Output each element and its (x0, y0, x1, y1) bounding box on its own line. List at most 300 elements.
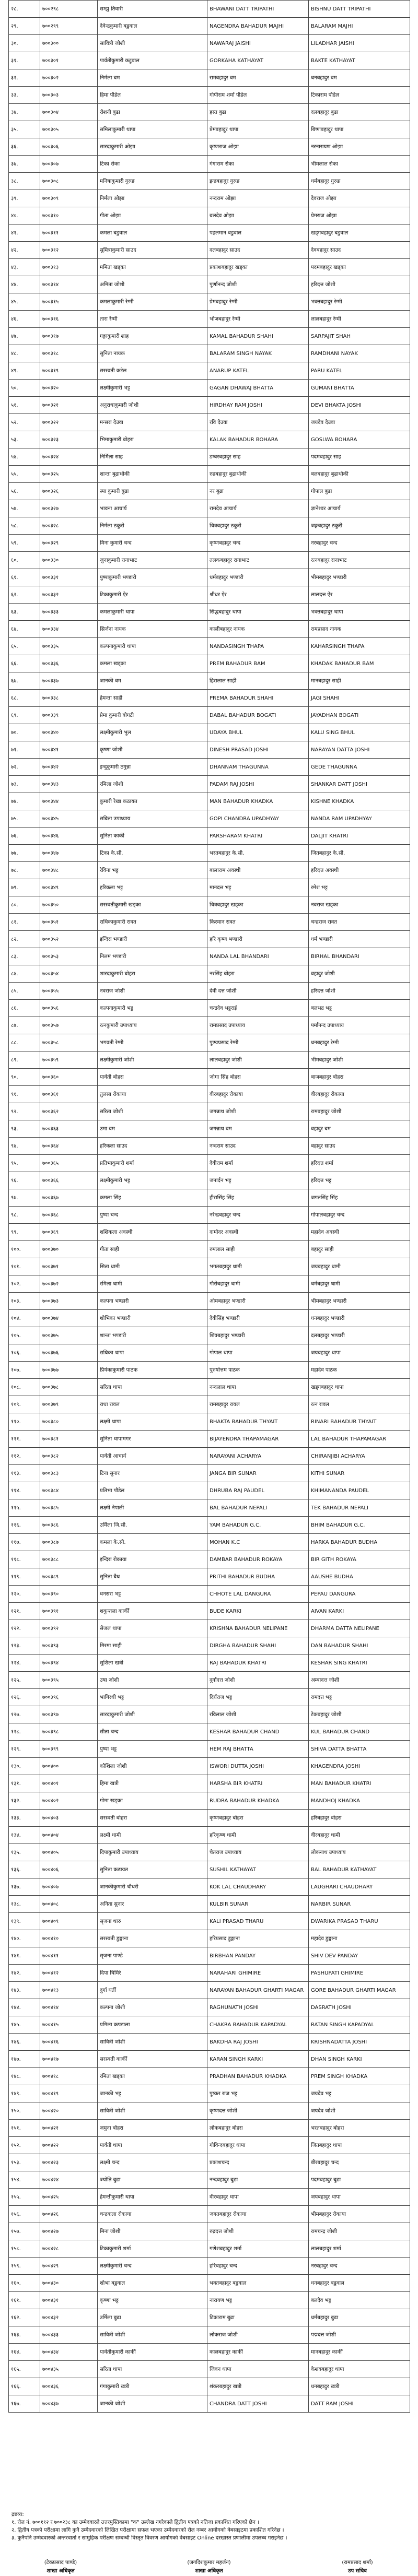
candidate-name-cell: कल्पनाकुमारी भट्ट (98, 1000, 207, 1017)
father-name-cell: DHRUBA RAJ PAUDEL (207, 1482, 309, 1499)
grandfather-name-cell: LAUGHARI CHAUDHARY (309, 1878, 410, 1896)
roll-number-cell: ७००३०० (40, 35, 98, 52)
roll-number-cell: ७००४२८ (40, 2240, 98, 2258)
father-name-cell: प्रेमबहादुर रेग्मी (207, 293, 309, 311)
grandfather-name-cell: धर्म भण्डारी (309, 931, 410, 948)
father-name-cell: दिर्घराज भट्ट (207, 1689, 309, 1706)
candidate-name-cell: शशिकला अवस्थी (98, 1224, 207, 1241)
candidate-name-cell: सुशिला खत्री (98, 1655, 207, 1672)
serial-number-cell: १०६. (9, 1344, 40, 1362)
roll-number-cell: ७००४३५ (40, 2361, 98, 2378)
serial-number-cell: ११४. (9, 1482, 40, 1499)
roll-number-cell: ७००४३३ (40, 2326, 98, 2344)
father-name-cell: रुपलाल साही (207, 1241, 309, 1258)
table-row (9, 1861, 410, 1878)
grandfather-name-cell: RAMDHANI NAYAK (309, 345, 410, 362)
grandfather-name-cell: दलबहादुर भण्डारी (309, 1327, 410, 1344)
father-name-cell: DINESH PRASAD JOSHI (207, 741, 309, 759)
father-name-cell: सिद्धबहादुर थापा (207, 604, 309, 621)
candidate-name-cell: टिका के.सी. (98, 845, 207, 862)
serial-number-cell: ९५. (9, 1155, 40, 1172)
grandfather-name-cell: पर्मानन्द उपाध्याय (309, 1017, 410, 1034)
table-row (9, 1086, 410, 1103)
roll-number-cell: ७००३५९ (40, 1051, 98, 1069)
grandfather-name-cell: DATT RAM JOSHI (309, 2395, 410, 2413)
candidate-name-cell: दिपा घिमिरे (98, 1965, 207, 1982)
table-row (9, 1379, 410, 1396)
grandfather-name-cell: महादेव अवस्थी (309, 1224, 410, 1241)
roll-number-cell: ७००३७१ (40, 1258, 98, 1275)
serial-number-cell: ५५. (9, 466, 40, 483)
roll-number-cell: ७००४३० (40, 2275, 98, 2292)
serial-number-cell: ८०. (9, 896, 40, 914)
roll-number-cell: ७००४१५ (40, 2016, 98, 2034)
table-row (9, 1, 410, 18)
roll-number-cell: ७००३४१ (40, 741, 98, 759)
roll-number-cell: ७००३७५ (40, 1327, 98, 1344)
serial-number-cell: ७८. (9, 862, 40, 879)
grandfather-name-cell: टिकाराम पौडेल (309, 87, 410, 104)
candidate-name-cell: ज्योति बुढा (98, 2171, 207, 2189)
roll-number-cell: ७००४१४ (40, 1999, 98, 2016)
roll-number-cell: ७००३०३ (40, 87, 98, 104)
candidate-name-cell: तुलसा रोकाया (98, 1086, 207, 1103)
father-name-cell: PREM BAHADUR BAM (207, 655, 309, 672)
grandfather-name-cell: BIR GITH ROKAYA (309, 1551, 410, 1568)
candidate-name-cell: कल्पनाकुमारी थापा (98, 638, 207, 655)
father-name-cell: हीरासिंह सिंह (207, 1189, 309, 1207)
candidate-name-cell: दुर्गा घर्ती (98, 1982, 207, 1999)
father-name-cell: UDAYA BHUL (207, 724, 309, 741)
grandfather-name-cell: बहादुर जोशी (309, 965, 410, 983)
serial-number-cell: ५२. (9, 414, 40, 431)
candidate-name-cell: ममिता खड्का (98, 259, 207, 276)
roll-number-cell: ७००३७७ (40, 1362, 98, 1379)
candidate-name-cell: कल्पना जोशी (98, 1999, 207, 2016)
roll-number-cell: ७००४२२ (40, 2137, 98, 2154)
serial-number-cell: १६१. (9, 2292, 40, 2309)
roll-number-cell: ७००३८२ (40, 1448, 98, 1465)
candidate-name-cell: इन्दिरा भण्डारी (98, 931, 207, 948)
serial-number-cell: ७१. (9, 741, 40, 759)
father-name-cell: NARAHARI GHIMIRE (207, 1965, 309, 1982)
table-row (9, 69, 410, 87)
roll-number-cell: ७००४१९ (40, 2085, 98, 2102)
serial-number-cell: १२७. (9, 1706, 40, 1723)
grandfather-name-cell: KITHI SUNAR (309, 1465, 410, 1482)
roll-number-cell: ७००३६० (40, 1069, 98, 1086)
candidate-name-cell: कमला खड्का (98, 655, 207, 672)
table-row (9, 2120, 410, 2137)
candidate-name-cell: कौशिला जोशी (98, 1758, 207, 1775)
serial-number-cell: १४४. (9, 1999, 40, 2016)
candidate-name-cell: पार्वती बोहरा (98, 1069, 207, 1086)
candidate-name-cell: गङ्गाकुमारी शाह (98, 328, 207, 345)
father-name-cell: नरेन्द्रबहादुर चन्द (207, 1207, 309, 1224)
grandfather-name-cell: DHAN SINGH KARKI (309, 2051, 410, 2068)
table-row (9, 1982, 410, 1999)
grandfather-name-cell: SHIVA DATTA BHATTA (309, 1741, 410, 1758)
table-row (9, 2292, 410, 2309)
serial-number-cell: ६०. (9, 552, 40, 569)
father-name-cell: गणेशबहादुर शर्मा (207, 2240, 309, 2258)
serial-number-cell: ३०. (9, 35, 40, 52)
roll-number-cell: ७००४०७ (40, 1878, 98, 1896)
serial-number-cell: २८. (9, 1, 40, 18)
grandfather-name-cell: रामचन्द्र जोशी (309, 2223, 410, 2240)
candidate-name-cell: लक्ष्मीकुमारी भट्ट (98, 1172, 207, 1189)
grandfather-name-cell: BAL BAHADUR KATHAYAT (309, 1861, 410, 1878)
father-name-cell: नन्दबहादुर बुढा (207, 2171, 309, 2189)
candidate-name-cell: सारदाकुमारी ओझा (98, 138, 207, 156)
father-name-cell: जगन्नाथ जोशी (207, 1103, 309, 1120)
father-name-cell: KALI PRASAD THARU (207, 1913, 309, 1930)
roll-number-cell: ७००३१३ (40, 259, 98, 276)
serial-number-cell: ४८. (9, 345, 40, 362)
candidate-name-cell: पुष्पाकुमारी भण्डारी (98, 569, 207, 586)
candidate-name-cell: प्रमिला कपडाला (98, 2016, 207, 2034)
candidate-name-cell: लक्ष्मी थापा (98, 1413, 207, 1431)
roll-number-cell: ७००३९४ (40, 1655, 98, 1672)
table-row (9, 690, 410, 707)
roll-number-cell: ७००३०२ (40, 69, 98, 87)
grandfather-name-cell: PREM SINGH KHADKA (309, 2068, 410, 2085)
table-row (9, 1878, 410, 1896)
serial-number-cell: १३०. (9, 1758, 40, 1775)
table-row (9, 500, 410, 517)
serial-number-cell: १०५. (9, 1327, 40, 1344)
father-name-cell: MOHAN K.C (207, 1534, 309, 1551)
candidate-name-cell: मिरमा साही (98, 1637, 207, 1655)
father-name-cell: हस्त बुढा (207, 104, 309, 121)
roll-number-cell: ७००३६२ (40, 1103, 98, 1120)
table-row (9, 380, 410, 397)
grandfather-name-cell: बाजबहादुर बोहरा (309, 1069, 410, 1086)
table-row (9, 2068, 410, 2085)
serial-number-cell: ८५. (9, 983, 40, 1000)
table-row (9, 1327, 410, 1344)
table-row (9, 2085, 410, 2102)
table-row (9, 655, 410, 672)
serial-number-cell: ४२. (9, 242, 40, 259)
table-row (9, 397, 410, 414)
father-name-cell: प्रेमबहादुर थापा (207, 121, 309, 138)
table-row (9, 2378, 410, 2395)
serial-number-cell: ४६. (9, 311, 40, 328)
candidate-name-cell: रमिला धामी (98, 1275, 207, 1293)
serial-number-cell: ९२. (9, 1103, 40, 1120)
father-name-cell: NANDA LAL BHANDARI (207, 948, 309, 965)
father-name-cell: KULBIR SUNAR (207, 1896, 309, 1913)
grandfather-name-cell: धनबहादुर रेग्मी (309, 1034, 410, 1051)
serial-number-cell: १३८. (9, 1896, 40, 1913)
roll-number-cell: ७००३९८ (40, 1723, 98, 1741)
table-row (9, 1620, 410, 1637)
table-row (9, 1913, 410, 1930)
table-row (9, 190, 410, 207)
candidate-name-cell: पार्वती आचार्य (98, 1448, 207, 1465)
grandfather-name-cell: KALU SING BHUL (309, 724, 410, 741)
signature-row (8, 2558, 410, 2574)
table-row (9, 1017, 410, 1034)
serial-number-cell: ३९. (9, 190, 40, 207)
roll-number-cell: ७००३८६ (40, 1517, 98, 1534)
serial-number-cell: ८१. (9, 914, 40, 931)
candidate-name-cell: तारा रेग्मी (98, 311, 207, 328)
father-name-cell: नर बुढा (207, 483, 309, 500)
grandfather-name-cell: जितबहादुर थापा (309, 2137, 410, 2154)
roll-number-cell: ७००३५२ (40, 931, 98, 948)
grandfather-name-cell: KISHNE KHADKA (309, 793, 410, 810)
table-row (9, 2309, 410, 2326)
roll-number-cell: ७००३४२ (40, 759, 98, 776)
candidate-name-cell: लक्ष्मी नेपाली (98, 1499, 207, 1517)
grandfather-name-cell: भक्तबहादुर थापा (309, 604, 410, 621)
father-name-cell: गोपाल थापा (207, 1344, 309, 1362)
table-row (9, 2395, 410, 2413)
grandfather-name-cell: DWARIKA PRASAD THARU (309, 1913, 410, 1930)
serial-number-cell: ११५. (9, 1499, 40, 1517)
grandfather-name-cell: हरिदत्त अवस्थी (309, 862, 410, 879)
signer-name: (रामप्रसाद शर्मा) (342, 2560, 373, 2566)
serial-number-cell: ८८. (9, 1034, 40, 1051)
roll-number-cell: ७००३३७ (40, 672, 98, 690)
serial-number-cell: १४०. (9, 1930, 40, 1947)
candidate-name-cell: गोमा खड्का (98, 1792, 207, 1810)
father-name-cell: KAMAL BAHADUR SHAHI (207, 328, 309, 345)
roll-number-cell: ७००३८४ (40, 1482, 98, 1499)
grandfather-name-cell: BISHNU DATT TRIPATHI (309, 1, 410, 18)
candidate-name-cell: रोशनी बुढा (98, 104, 207, 121)
grandfather-name-cell: टेकबहादुर जोशी (309, 1706, 410, 1723)
table-row (9, 1051, 410, 1069)
grandfather-name-cell: NARAYAN DATTA JOSHI (309, 741, 410, 759)
serial-number-cell: १३३. (9, 1810, 40, 1827)
roll-number-cell: ७००३०१ (40, 52, 98, 69)
roll-number-cell: ७००४१२ (40, 1965, 98, 1982)
candidate-name-cell: निर्मला बम (98, 69, 207, 87)
candidate-name-cell: टिकाकुमारी ऐर (98, 586, 207, 604)
signer-name: (जगदिशकुमार महर्जन) (187, 2560, 231, 2566)
serial-number-cell: १३१. (9, 1775, 40, 1792)
serial-number-cell: ८३. (9, 948, 40, 965)
roll-number-cell: ७००३२९ (40, 535, 98, 552)
candidate-name-cell: सिता धामी (98, 1258, 207, 1275)
father-name-cell: नन्दलाल थापा (207, 1379, 309, 1396)
signer-role: शाखा अधिकृत (195, 2568, 223, 2574)
candidate-name-cell: सरस्वतीकुमारी खड्का (98, 896, 207, 914)
grandfather-name-cell: हरिदत्त जोशी (309, 983, 410, 1000)
father-name-cell: प्रकाशचन्द (207, 2154, 309, 2171)
candidate-name-cell: हेमन्तीकुमारी थापा (98, 2189, 207, 2206)
roll-number-cell: ७००३९९ (40, 1741, 98, 1758)
grandfather-name-cell: HARKA BAHADUR BUDHA (309, 1534, 410, 1551)
father-name-cell: हरिबहादुर चन्द (207, 2258, 309, 2275)
grandfather-name-cell: बिष्णबहादुर थापा (309, 121, 410, 138)
table-row (9, 2016, 410, 2034)
serial-number-cell: १६०. (9, 2275, 40, 2292)
serial-number-cell: १५१. (9, 2120, 40, 2137)
candidate-name-cell: गीता ओझा (98, 207, 207, 224)
grandfather-name-cell: रामदत्त भट्ट (309, 1689, 410, 1706)
father-name-cell: GORKAHA KATHAYAT (207, 52, 309, 69)
serial-number-cell: ७३. (9, 776, 40, 793)
table-row (9, 1672, 410, 1689)
table-row (9, 1999, 410, 2016)
serial-number-cell: ८२. (9, 931, 40, 948)
father-name-cell: देवीसिंह भण्डारी (207, 1310, 309, 1327)
serial-number-cell: १४६. (9, 2034, 40, 2051)
father-name-cell: लोकराज जोशी (207, 2326, 309, 2344)
roll-number-cell: ७००४१० (40, 1930, 98, 1947)
serial-number-cell: ९९. (9, 1224, 40, 1241)
table-row (9, 466, 410, 483)
grandfather-name-cell: लालबहादुर रेग्मी (309, 311, 410, 328)
grandfather-name-cell: BALARAM MAJHI (309, 18, 410, 35)
serial-number-cell: १०७. (9, 1362, 40, 1379)
candidate-name-cell: भिमाकुमारी बोहरा (98, 431, 207, 448)
grandfather-name-cell: SARPAJIT SHAH (309, 328, 410, 345)
roll-number-cell: ७००३३५ (40, 638, 98, 655)
table-row (9, 362, 410, 380)
father-name-cell: जोगा सिंह बोहरा (207, 1069, 309, 1086)
father-name-cell: KALAK BAHADUR BOHARA (207, 431, 309, 448)
table-row (9, 741, 410, 759)
grandfather-name-cell: खड्गबहादुर बडुवाल (309, 224, 410, 242)
candidate-name-cell: रेविना भट्ट (98, 862, 207, 879)
serial-number-cell: ६४. (9, 621, 40, 638)
grandfather-name-cell: JAYADHAN BOGATI (309, 707, 410, 724)
father-name-cell: ISWORI DUTTA JOSHI (207, 1758, 309, 1775)
candidate-name-cell: नवराज जोशी (98, 983, 207, 1000)
grandfather-name-cell: जङ्गबहादुर ठकुरी (309, 517, 410, 535)
serial-number-cell: ७४. (9, 793, 40, 810)
candidate-name-cell: लक्ष्मीकुमारी भुल (98, 724, 207, 741)
candidate-name-cell: सृजना थारु (98, 1913, 207, 1930)
candidate-name-cell: अनुराधाकुमारी जोशी (98, 397, 207, 414)
candidate-name-cell: हेमन्ता साही (98, 690, 207, 707)
table-row (9, 2326, 410, 2344)
candidate-name-cell: सुनिता कार्की (98, 828, 207, 845)
roll-number-cell: ७००३४४ (40, 793, 98, 810)
candidate-name-cell: सबिता उपाध्याय (98, 810, 207, 828)
serial-number-cell: ११३. (9, 1465, 40, 1482)
grandfather-name-cell: MAN BAHADUR KHATRI (309, 1775, 410, 1792)
table-row (9, 1155, 410, 1172)
father-name-cell: दामोदर अवस्थी (207, 1224, 309, 1241)
serial-number-cell: ८६. (9, 1000, 40, 1017)
father-name-cell: ओमबहादुर भण्डारी (207, 1293, 309, 1310)
table-row (9, 759, 410, 776)
grandfather-name-cell: जयबहादुर थापा (309, 1344, 410, 1362)
father-name-cell: PRITHI BAHADUR BUDHA (207, 1568, 309, 1586)
roll-number-cell: ७००३८० (40, 1413, 98, 1431)
grandfather-name-cell: DAN BAHADUR SHAHI (309, 1637, 410, 1655)
father-name-cell: कृष्णदत्त जोशी (207, 2102, 309, 2120)
table-row (9, 448, 410, 466)
serial-number-cell: ७५. (9, 810, 40, 828)
father-name-cell: हरिप्रसाद डुङ्गाना (207, 1930, 309, 1947)
father-name-cell: हरिकृष्ण धामी (207, 1827, 309, 1844)
candidate-name-cell: लक्ष्मीकुमारी जोशी (98, 1051, 207, 1069)
table-row (9, 1413, 410, 1431)
table-row (9, 2034, 410, 2051)
grandfather-name-cell: वीरबहादुर रोकाया (309, 1086, 410, 1103)
candidate-name-cell: इन्दिरा रोकाया (98, 1551, 207, 1568)
serial-number-cell: ३७. (9, 156, 40, 173)
candidate-name-cell: सरस्वती कटेल (98, 362, 207, 380)
candidate-name-cell: सुमित्राकुमारी साउद (98, 242, 207, 259)
roll-number-cell: ७००३०६ (40, 138, 98, 156)
roll-number-cell: ७००३२१ (40, 397, 98, 414)
candidate-name-cell: कमला के.सी. (98, 1534, 207, 1551)
roll-number-cell: ७००३२४ (40, 448, 98, 466)
table-row (9, 293, 410, 311)
table-row (9, 638, 410, 655)
serial-number-cell: ६३. (9, 604, 40, 621)
candidate-name-cell: प्रियंकाकुमारी पाठक (98, 1362, 207, 1379)
father-name-cell: HARSHA BIR KHATRI (207, 1775, 309, 1792)
candidate-name-cell: रत्नकुमारी उपाध्याय (98, 1017, 207, 1034)
serial-number-cell: ८४. (9, 965, 40, 983)
roll-number-cell: ७००३६४ (40, 1138, 98, 1155)
grandfather-name-cell: PASHUPATI GHIMIRE (309, 1965, 410, 1982)
grandfather-name-cell: KUL BAHADUR CHAND (309, 1723, 410, 1741)
roll-number-cell: ७००४११ (40, 1947, 98, 1965)
grandfather-name-cell: गोपालबहादुर चन्द (309, 1207, 410, 1224)
father-name-cell: KOK LAL CHAUDHARY (207, 1878, 309, 1896)
father-name-cell: कालीबहादुर नायक (207, 621, 309, 638)
table-row (9, 1930, 410, 1947)
table-row (9, 1723, 410, 1741)
father-name-cell: BAL BAHADUR NEPALI (207, 1499, 309, 1517)
candidate-name-cell: निर्मिला साह (98, 448, 207, 466)
father-name-cell: चन्द्रदेव भट्टराई (207, 1000, 309, 1017)
grandfather-name-cell: मानबहादुर कार्की (309, 2344, 410, 2361)
roll-number-cell: ७००३०५ (40, 121, 98, 138)
grandfather-name-cell: हरिदत्त जोशी (309, 276, 410, 293)
note-item: १. रोल नं. ७००११२ र ७००२३८ का उम्मेदवारले उत्तरपुस्तिकामा "क" उल्लेख नगरेकाले द्वितीय पत्रको नतिजा प्रकाशित गरिएको छैन । (11, 2520, 259, 2525)
father-name-cell: मानदत्त भट्ट (207, 879, 309, 896)
serial-number-cell: २९. (9, 18, 40, 35)
grandfather-name-cell: TEK BAHADUR NEPALI (309, 1499, 410, 1517)
candidate-name-cell: मनिषाकुमारी गुरुङ (98, 173, 207, 190)
table-row (9, 1103, 410, 1120)
table-row (9, 965, 410, 983)
candidate-name-cell: लक्ष्मीकुमारी भट्ट (98, 380, 207, 397)
serial-number-cell: ६१. (9, 569, 40, 586)
father-name-cell: NARAYANI ACHARYA (207, 1448, 309, 1465)
serial-number-cell: १६३. (9, 2326, 40, 2344)
serial-number-cell: १०३. (9, 1293, 40, 1310)
table-row (9, 1000, 410, 1017)
father-name-cell: पूर्णानन्द जोशी (207, 276, 309, 293)
serial-number-cell: ४९. (9, 362, 40, 380)
roll-number-cell: ७००३४३ (40, 776, 98, 793)
roll-number-cell: ७००३५१ (40, 914, 98, 931)
serial-number-cell: १४२. (9, 1965, 40, 1982)
father-name-cell: भक्तबहादुर बडुवाल (207, 2275, 309, 2292)
father-name-cell: पुष्कर राज भट्ट (207, 2085, 309, 2102)
serial-number-cell: ७९. (9, 879, 40, 896)
grandfather-name-cell: GEDE THAGUNNA (309, 759, 410, 776)
roll-number-cell: ७००३९२ (40, 1620, 98, 1637)
roll-number-cell: ७००३६३ (40, 1120, 98, 1138)
candidate-name-cell: लक्ष्मीकुमारी चन्द (98, 2258, 207, 2275)
roll-number-cell: ७००४१८ (40, 2068, 98, 2085)
father-name-cell: KRISHNA BAHADUR NELIPANE (207, 1620, 309, 1637)
roll-number-cell: ७००३२५ (40, 466, 98, 483)
